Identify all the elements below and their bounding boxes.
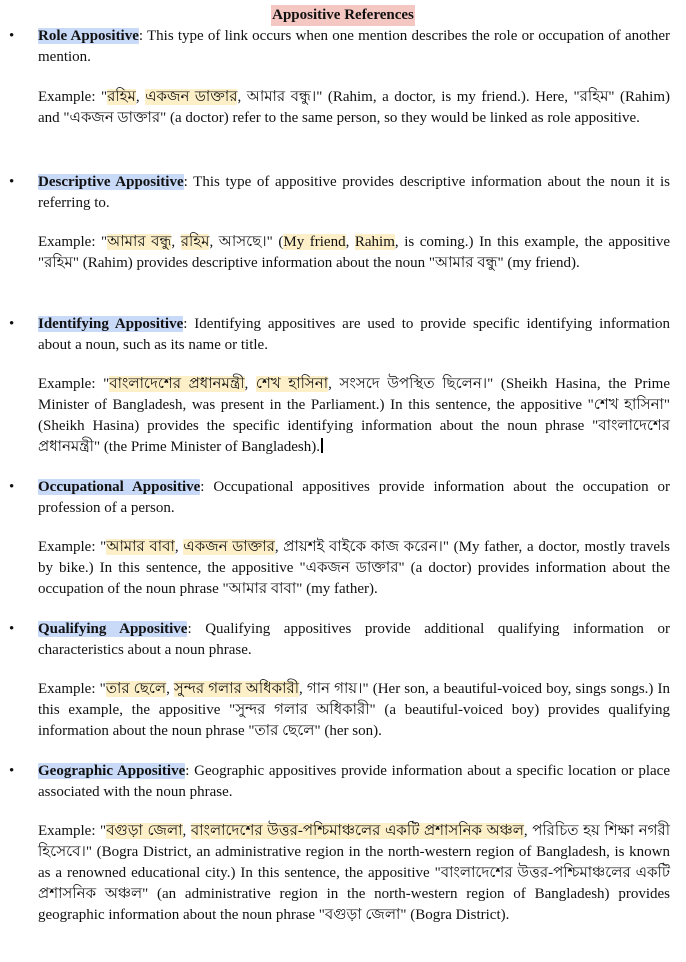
separator: , bbox=[244, 376, 256, 392]
term-label: Identifying Appositive bbox=[38, 316, 184, 332]
list-item-descriptive-appositive bbox=[9, 172, 670, 214]
list-item-qualifying-appositive bbox=[9, 619, 670, 661]
example-prefix: Example: " bbox=[38, 681, 106, 697]
definition-paragraph bbox=[38, 314, 670, 356]
definition-paragraph bbox=[38, 761, 670, 803]
example-paragraph bbox=[38, 232, 670, 274]
example-geographic-appositive bbox=[38, 821, 670, 926]
example-text: , পরিচিত হয় শিক্ষা নগরী হিসেবে।" (Bogra District, an administrative region in the north-western region of Bangladesh, is known as a renowned educational city.) In this sentence, the appositive "বাংলাদেশের উত্তর-পশ্চিমাঞ্চলের একটি প্রশাসনিক অঞ্চল" (an administrative region in the north-western region of Bangladesh) provides geographic information about the noun phrase "বগুড়া জেলা" (Bogra District). bbox=[38, 823, 671, 923]
bullet-icon: • bbox=[9, 621, 15, 637]
definition-text: : This type of link occurs when one mention describes the role or occupation of another mention. bbox=[38, 28, 670, 65]
list-item-geographic-appositive bbox=[9, 761, 670, 803]
bullet-icon: • bbox=[9, 479, 15, 495]
list-item-role-appositive bbox=[9, 26, 670, 68]
highlight-phrase: তার ছেলে bbox=[105, 681, 167, 697]
highlight-phrase: একজন ডাক্তার bbox=[145, 89, 238, 105]
separator: , bbox=[345, 234, 355, 250]
definition-text: : Occupational appositives provide information about the occupation or profession of a person. bbox=[38, 479, 671, 516]
example-text: , প্রায়শই বাইকে কাজ করেন।" (My father, a doctor, mostly travels by bike.) In this sentence, the appositive "একজন ডাক্তার" (a doctor) provides information about the occupation of the noun phrase "আমার বাবা" (my father). bbox=[38, 539, 671, 597]
highlight-phrase: শেখ হাসিনা bbox=[255, 376, 329, 392]
separator: , আসছে।" ( bbox=[209, 234, 284, 250]
example-paragraph bbox=[38, 537, 670, 600]
highlight-phrase: My friend bbox=[283, 234, 346, 250]
highlight-phrase: Rahim bbox=[354, 234, 395, 250]
example-descriptive-appositive bbox=[38, 232, 670, 274]
highlight-phrase: একজন ডাক্তার bbox=[183, 539, 275, 555]
highlight-phrase: বাংলাদেশের উত্তর-পশ্চিমাঞ্চলের একটি প্রশাসনিক অঞ্চল bbox=[190, 823, 524, 839]
example-text: , গান গায়।" (Her son, a beautiful-voiced boy, sings songs.) In this example, the appositive "সুন্দর গলার অধিকারী" (a beautiful-voiced boy) provides qualifying information about the noun phrase "তার ছেলে" (her son). bbox=[38, 681, 670, 739]
example-paragraph bbox=[38, 87, 670, 129]
highlight-phrase: রহিম bbox=[180, 234, 210, 250]
list-item-occupational-appositive bbox=[9, 477, 671, 519]
example-prefix: Example: " bbox=[38, 539, 107, 555]
example-role-appositive bbox=[38, 87, 670, 129]
definition-text: : Geographic appositives provide information about a specific location or place associated with the noun phrase. bbox=[38, 763, 670, 800]
highlight-phrase: আমার বাবা bbox=[106, 539, 175, 555]
term-label: Role Appositive bbox=[38, 28, 139, 44]
example-prefix: Example: " bbox=[38, 823, 107, 839]
separator: , bbox=[171, 234, 181, 250]
example-paragraph bbox=[38, 821, 670, 926]
example-qualifying-appositive bbox=[38, 679, 670, 742]
bullet-icon: • bbox=[9, 28, 15, 44]
list-item-identifying-appositive bbox=[9, 314, 670, 356]
definition-text: : Qualifying appositives provide additional qualifying information or characteristics about a noun phrase. bbox=[38, 621, 670, 658]
highlight-phrase: সুন্দর গলার অধিকারী bbox=[173, 681, 300, 697]
separator: , bbox=[174, 539, 184, 555]
example-prefix: Example: " bbox=[38, 376, 110, 392]
separator: , bbox=[166, 681, 174, 697]
separator: , bbox=[182, 823, 191, 839]
example-text: , আমার বন্ধু।" (Rahim, a doctor, is my friend.). Here, "রহিম" (Rahim) and "একজন ডাক্তার" (a doctor) refer to the same person, so they would be linked as role appositive. bbox=[38, 89, 671, 126]
bullet-icon: • bbox=[9, 316, 15, 332]
highlight-phrase: রহিম bbox=[107, 89, 136, 105]
term-label: Occupational Appositive bbox=[38, 479, 201, 495]
separator: , bbox=[135, 89, 146, 105]
example-paragraph bbox=[38, 679, 670, 742]
example-prefix: Example: " bbox=[38, 234, 108, 250]
definition-paragraph bbox=[38, 619, 670, 661]
definition-paragraph bbox=[38, 477, 670, 519]
bullet-icon: • bbox=[9, 763, 15, 779]
term-label: Descriptive Appositive bbox=[38, 174, 184, 190]
example-identifying-appositive bbox=[38, 374, 670, 458]
title-row bbox=[0, 5, 686, 26]
bullet-icon: • bbox=[9, 174, 15, 190]
highlight-phrase: বগুড়া জেলা bbox=[106, 823, 183, 839]
definition-paragraph bbox=[38, 26, 670, 68]
example-text: , is coming.) In this example, the appositive "রহিম" (Rahim) provides descriptive information about the noun "আমার বন্ধু" (my friend). bbox=[38, 234, 671, 271]
example-paragraph bbox=[38, 374, 670, 458]
highlight-phrase: আমার বন্ধু bbox=[107, 234, 172, 250]
example-occupational-appositive bbox=[38, 537, 670, 600]
definition-text: : Identifying appositives are used to provide specific identifying information about a noun, such as its name or title. bbox=[38, 316, 670, 353]
definition-text: : This type of appositive provides descriptive information about the noun it is referring to. bbox=[38, 174, 670, 211]
definition-paragraph bbox=[38, 172, 670, 214]
example-text: , সংসদে উপস্থিত ছিলেন।" (Sheikh Hasina, the Prime Minister of Bangladesh, was present in the Parliament.) In this sentence, the appositive "শেখ হাসিনা" (Sheikh Hasina) provides the specific identifying information about the noun phrase "বাংলাদেশের প্রধানমন্ত্রী" (the Prime Minister of Bangladesh). bbox=[38, 376, 670, 455]
term-label: Geographic Appositive bbox=[38, 763, 186, 779]
page-title: Appositive References bbox=[271, 5, 415, 26]
highlight-phrase: বাংলাদেশের প্রধানমন্ত্রী bbox=[109, 376, 245, 392]
example-prefix: Example: " bbox=[38, 89, 108, 105]
term-label: Qualifying Appositive bbox=[38, 621, 188, 637]
text-cursor bbox=[321, 438, 323, 453]
